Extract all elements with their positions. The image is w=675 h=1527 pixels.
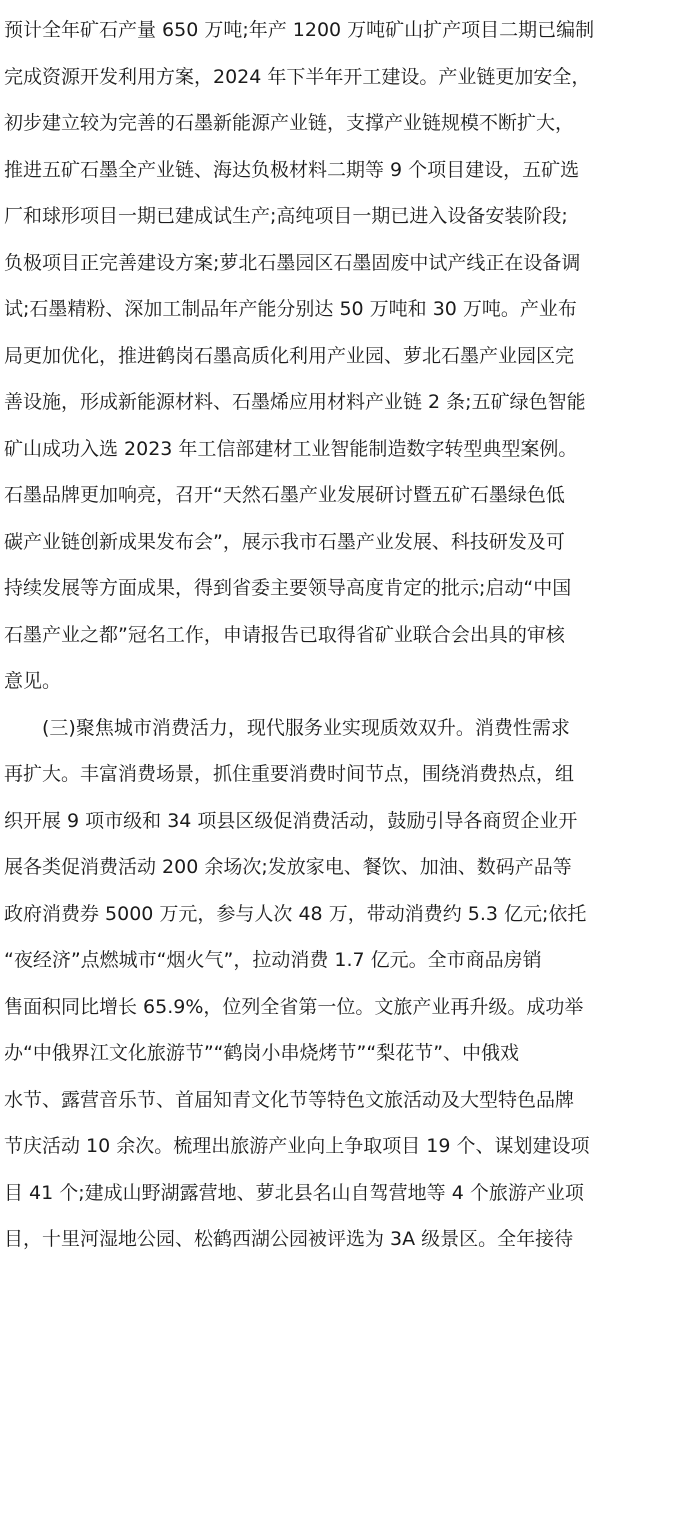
text-line: 厂和球形项目一期已建成试生产;高纯项目一期已进入设备安装阶段;: [4, 205, 568, 227]
text-line: 碳产业链创新成果发布会”，展示我市石墨产业发展、科技研发及可: [4, 530, 565, 553]
text-line: 石墨产业之都”冠名工作，申请报告已取得省矿业联合会出具的审核: [4, 623, 565, 646]
text-line: 负极项目正完善建设方案;萝北石墨园区石墨固废中试产线正在设备调: [4, 251, 581, 274]
text-line: 初步建立较为完善的石墨新能源产业链，支撑产业链规模不断扩大，: [4, 112, 575, 134]
text-line: 意见。: [4, 670, 62, 692]
text-line: 推进五矿石墨全产业链、海达负极材料二期等 9 个项目建设，五矿选: [4, 158, 580, 181]
text-line: 水节、露营音乐节、首届知青文化节等特色文旅活动及大型特色品牌: [4, 1088, 575, 1111]
text-line: 石墨品牌更加响亮，召开“天然石墨产业发展研讨暨五矿石墨绿色低: [4, 484, 565, 506]
text-line: 目 41 个;建成山野湖露营地、萝北县名山自驾营地等 4 个旅游产业项: [4, 1181, 584, 1204]
text-line: 目，十里河湿地公园、松鹤西湖公园被评选为 3A 级景区。全年接待: [4, 1228, 574, 1250]
text-line: 再扩大。丰富消费场景，抓住重要消费时间节点，围绕消费热点，组: [4, 763, 575, 785]
text-line: 政府消费券 5000 万元，参与人次 48 万，带动消费约 5.3 亿元;依托: [4, 902, 587, 925]
text-line: 节庆活动 10 余次。梳理出旅游产业向上争取项目 19 个、谋划建设项: [4, 1135, 590, 1157]
text-line: 局更加优化，推进鹤岗石墨高质化利用产业园、萝北石墨产业园区完: [4, 344, 575, 367]
text-line: 持续发展等方面成果，得到省委主要领导高度肯定的批示;启动“中国: [4, 577, 572, 599]
text-line: 矿山成功入选 2023 年工信部建材工业智能制造数字转型典型案例。: [4, 437, 578, 460]
text-line: 展各类促消费活动 200 余场次;发放家电、餐饮、加油、数码产品等: [4, 856, 572, 878]
text-line: 售面积同比增长 65.9%，位列全省第一位。文旅产业再升级。成功举: [4, 995, 584, 1018]
text-line: 办“中俄界江文化旅游节”“鹤岗小串烧烤节”“梨花节”、中俄戏: [4, 1042, 520, 1064]
text-line: 善设施，形成新能源材料、石墨烯应用材料产业链 2 条;五矿绿色智能: [4, 391, 586, 413]
text-line: 织开展 9 项市级和 34 项县区级促消费活动，鼓励引导各商贸企业开: [4, 809, 578, 832]
text-line: 完成资源开发利用方案，2024 年下半年开工建设。产业链更加安全，: [4, 65, 591, 88]
section-heading-line: (三)聚焦城市消费活力，现代服务业实现质效双升。消费性需求: [4, 716, 570, 739]
text-line: 试;石墨精粉、深加工制品年产能分别达 50 万吨和 30 万吨。产业布: [4, 298, 577, 320]
text-line: “夜经济”点燃城市“烟火气”，拉动消费 1.7 亿元。全市商品房销: [4, 949, 542, 971]
text-line: 预计全年矿石产量 650 万吨;年产 1200 万吨矿山扩产项目二期已编制: [4, 19, 595, 41]
